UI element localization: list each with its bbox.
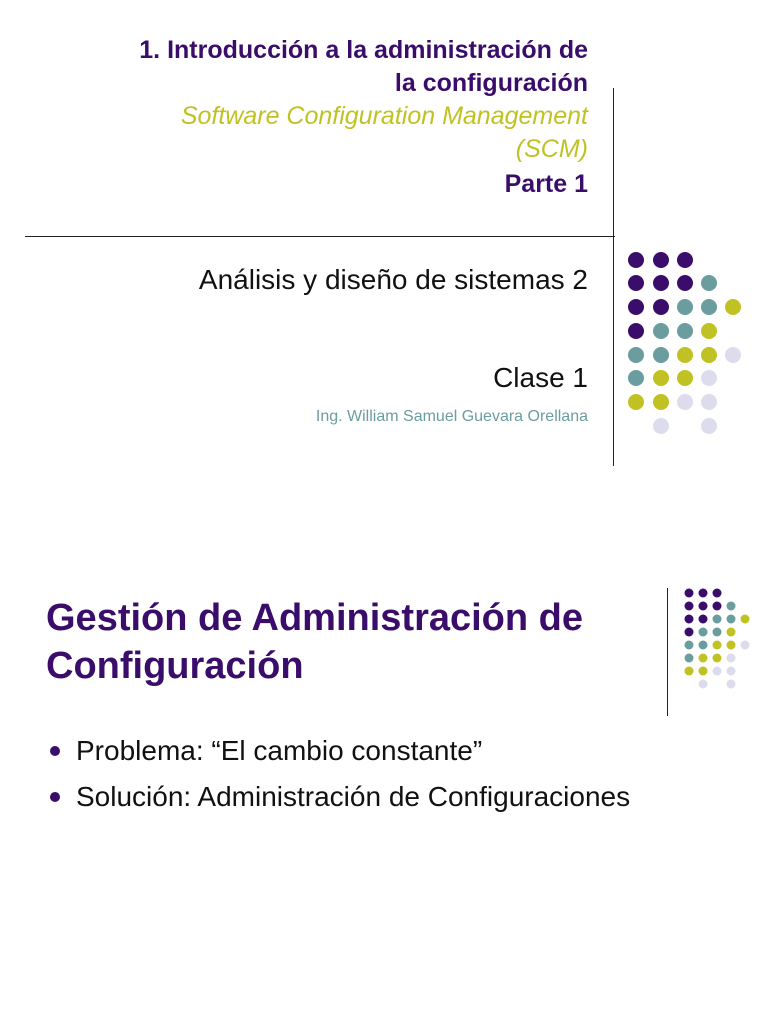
bullet-list bbox=[48, 728, 630, 820]
vertical-divider bbox=[613, 88, 614, 466]
slide-2-title bbox=[46, 594, 656, 690]
decor-dot bbox=[701, 299, 717, 315]
decor-dot bbox=[741, 615, 750, 624]
decor-dot bbox=[727, 628, 736, 637]
decor-dot bbox=[713, 654, 722, 663]
slide-1-subtitle-line-1: Software Configuration Management bbox=[180, 102, 588, 130]
decor-dot bbox=[699, 667, 708, 676]
decor-dot bbox=[701, 370, 717, 386]
slide-1 bbox=[0, 0, 768, 500]
bullet-text: Solución: Administración de Configuraciones bbox=[76, 781, 631, 812]
decor-dot bbox=[653, 347, 669, 363]
bullet-text: Problema: “El cambio constante” bbox=[76, 735, 483, 766]
decor-dot bbox=[701, 418, 717, 434]
slide-1-title-line-2: la configuración bbox=[394, 69, 588, 97]
bullet-item-problem bbox=[48, 728, 630, 774]
decor-dot bbox=[685, 628, 694, 637]
decor-dot bbox=[685, 602, 694, 611]
decor-dot bbox=[701, 323, 717, 339]
decor-dot bbox=[653, 299, 669, 315]
decor-dot bbox=[727, 602, 736, 611]
slide-2-title-line-1: Gestión de Administración de bbox=[46, 597, 584, 639]
decor-dot bbox=[653, 323, 669, 339]
decor-dot bbox=[677, 394, 693, 410]
decor-dot bbox=[628, 394, 644, 410]
decor-dot bbox=[653, 275, 669, 291]
decor-dot bbox=[653, 418, 669, 434]
decor-dot bbox=[677, 299, 693, 315]
decor-dot bbox=[628, 347, 644, 363]
decor-dot bbox=[713, 628, 722, 637]
decor-dot bbox=[699, 628, 708, 637]
decor-dot bbox=[701, 347, 717, 363]
slide-1-part-label: Parte 1 bbox=[504, 170, 588, 198]
decor-dot bbox=[699, 654, 708, 663]
decor-dot bbox=[628, 275, 644, 291]
decor-dot bbox=[741, 641, 750, 650]
decor-dot bbox=[699, 615, 708, 624]
course-name: Análisis y diseño de sistemas 2 bbox=[198, 264, 588, 295]
decor-dot bbox=[701, 275, 717, 291]
slide-2-title-line-2: Configuración bbox=[46, 645, 304, 687]
decor-dot bbox=[713, 602, 722, 611]
decor-dot bbox=[685, 667, 694, 676]
decor-dot bbox=[628, 299, 644, 315]
slide-1-subtitle-line-2: (SCM) bbox=[515, 135, 588, 163]
decor-dot bbox=[713, 589, 722, 598]
decor-dot bbox=[727, 641, 736, 650]
vertical-divider bbox=[667, 588, 668, 716]
decor-dot bbox=[677, 347, 693, 363]
decor-dot bbox=[653, 394, 669, 410]
class-number: Clase 1 bbox=[493, 362, 588, 393]
decorative-dot-grid bbox=[620, 245, 750, 440]
decor-dot bbox=[685, 589, 694, 598]
decor-dot bbox=[628, 370, 644, 386]
slide-1-title-line-1: 1. Introducción a la administración de bbox=[139, 36, 588, 64]
decor-dot bbox=[628, 252, 644, 268]
author-name: Ing. William Samuel Guevara Orellana bbox=[315, 408, 588, 425]
decor-dot bbox=[685, 615, 694, 624]
decor-dot bbox=[653, 370, 669, 386]
decor-dot bbox=[713, 667, 722, 676]
decor-dot bbox=[699, 680, 708, 689]
decor-dot bbox=[628, 323, 644, 339]
decor-dot bbox=[713, 615, 722, 624]
decor-dot bbox=[727, 667, 736, 676]
slide-1-title-block bbox=[18, 34, 588, 201]
decor-dot bbox=[713, 641, 722, 650]
decor-dot bbox=[727, 680, 736, 689]
decor-dot bbox=[699, 602, 708, 611]
slide-2 bbox=[0, 560, 768, 1024]
decor-dot bbox=[653, 252, 669, 268]
decor-dot bbox=[677, 323, 693, 339]
horizontal-divider bbox=[25, 236, 615, 237]
decor-dot bbox=[701, 394, 717, 410]
decor-dot bbox=[699, 589, 708, 598]
decor-dot bbox=[727, 654, 736, 663]
decor-dot bbox=[725, 347, 741, 363]
decor-dot bbox=[677, 252, 693, 268]
decor-dot bbox=[677, 370, 693, 386]
decor-dot bbox=[685, 654, 694, 663]
decor-dot bbox=[727, 615, 736, 624]
bullet-icon bbox=[50, 746, 60, 756]
bullet-icon bbox=[50, 792, 60, 802]
decor-dot bbox=[685, 641, 694, 650]
decor-dot bbox=[725, 299, 741, 315]
decor-dot bbox=[677, 275, 693, 291]
decor-dot bbox=[699, 641, 708, 650]
decorative-dot-grid bbox=[680, 586, 760, 701]
bullet-item-solution bbox=[48, 774, 630, 820]
